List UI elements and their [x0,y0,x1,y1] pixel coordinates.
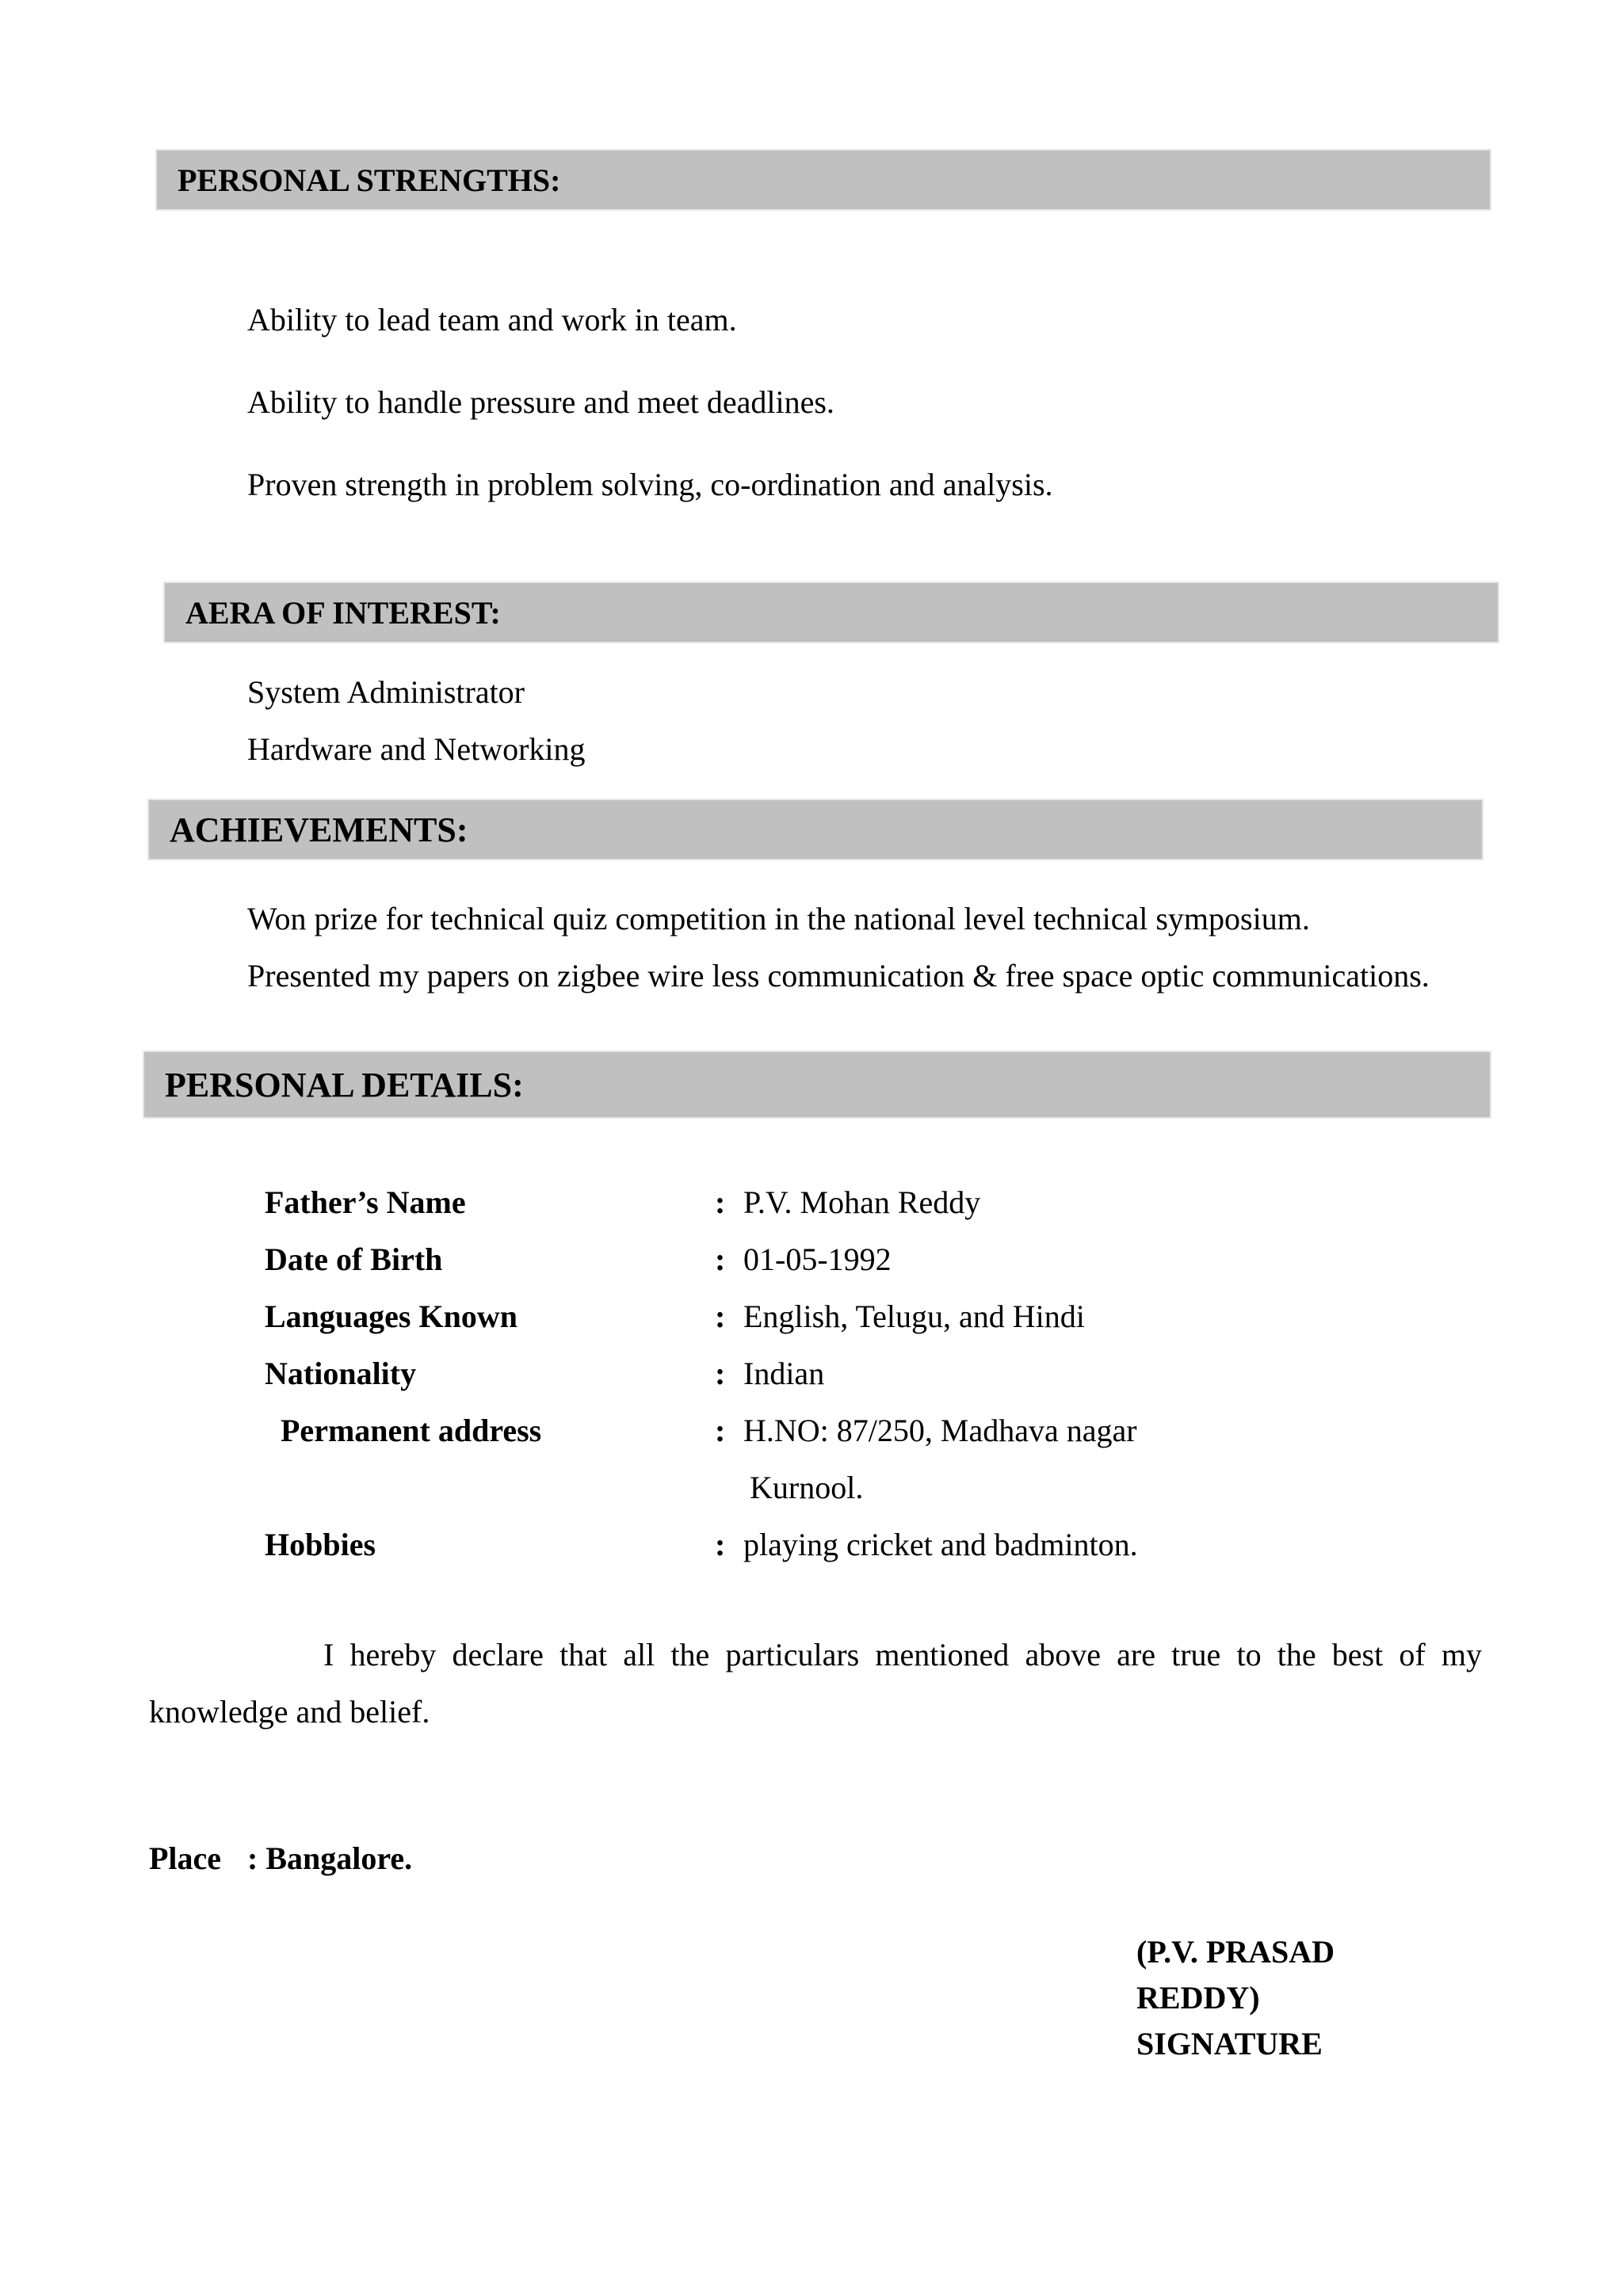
interest-item: System Administrator [247,674,525,710]
detail-label-fathers-name: Father’s Name [265,1184,466,1220]
personal-strengths-heading [155,149,1491,211]
achievements-heading-text: ACHIEVEMENTS: [170,810,468,849]
detail-label-date-of-birth: Date of Birth [265,1241,443,1277]
detail-value-languages-known: English, Telugu, and Hindi [743,1299,1085,1334]
detail-value-permanent-address-line2: Kurnool. [750,1470,864,1505]
detail-colon: : [715,1413,726,1448]
personal-details-heading-text: PERSONAL DETAILS: [165,1065,524,1104]
achievement-item: Presented my papers on zigbee wire less communication & free space optic communications. [247,958,1430,994]
personal-details-heading [143,1051,1491,1119]
declaration-text: I hereby declare that all the particulars mentioned above are true to the best of my knowledge and belief. [149,1637,1482,1730]
strength-item: Ability to handle pressure and meet deadlines. [247,384,834,420]
detail-value-date-of-birth: 01-05-1992 [743,1241,892,1277]
detail-colon: : [715,1356,726,1391]
signature-label: SIGNATURE [1136,2026,1323,2061]
detail-label-hobbies: Hobbies [265,1527,376,1562]
detail-colon: : [715,1241,726,1277]
area-of-interest-heading-text: AERA OF INTEREST: [185,594,501,631]
detail-colon: : [715,1299,726,1334]
strength-item: Proven strength in problem solving, co-ordination and analysis. [247,467,1053,502]
signature-name-line1: (P.V. PRASAD [1136,1934,1335,1970]
detail-value-fathers-name: P.V. Mohan Reddy [743,1184,981,1220]
signature-name-line2: REDDY) [1136,1980,1260,2016]
strength-item: Ability to lead team and work in team. [247,302,737,338]
place-label: Place [149,1840,222,1876]
detail-value-hobbies: playing cricket and badminton. [743,1527,1138,1562]
interest-item: Hardware and Networking [247,731,586,767]
detail-label-languages-known: Languages Known [265,1299,517,1334]
place-value: : Bangalore. [247,1840,413,1876]
personal-strengths-heading-text: PERSONAL STRENGTHS: [178,162,561,198]
detail-value-permanent-address: H.NO: 87/250, Madhava nagar [743,1413,1137,1448]
detail-value-nationality: Indian [743,1356,825,1391]
achievements-heading [147,799,1484,860]
detail-colon: : [715,1184,726,1220]
detail-label-permanent-address: Permanent address [281,1413,542,1448]
detail-colon: : [715,1527,726,1562]
achievement-item: Won prize for technical quiz competition in the national level technical symposium. [247,901,1310,936]
detail-label-nationality: Nationality [265,1356,417,1391]
area-of-interest-heading [163,582,1499,643]
